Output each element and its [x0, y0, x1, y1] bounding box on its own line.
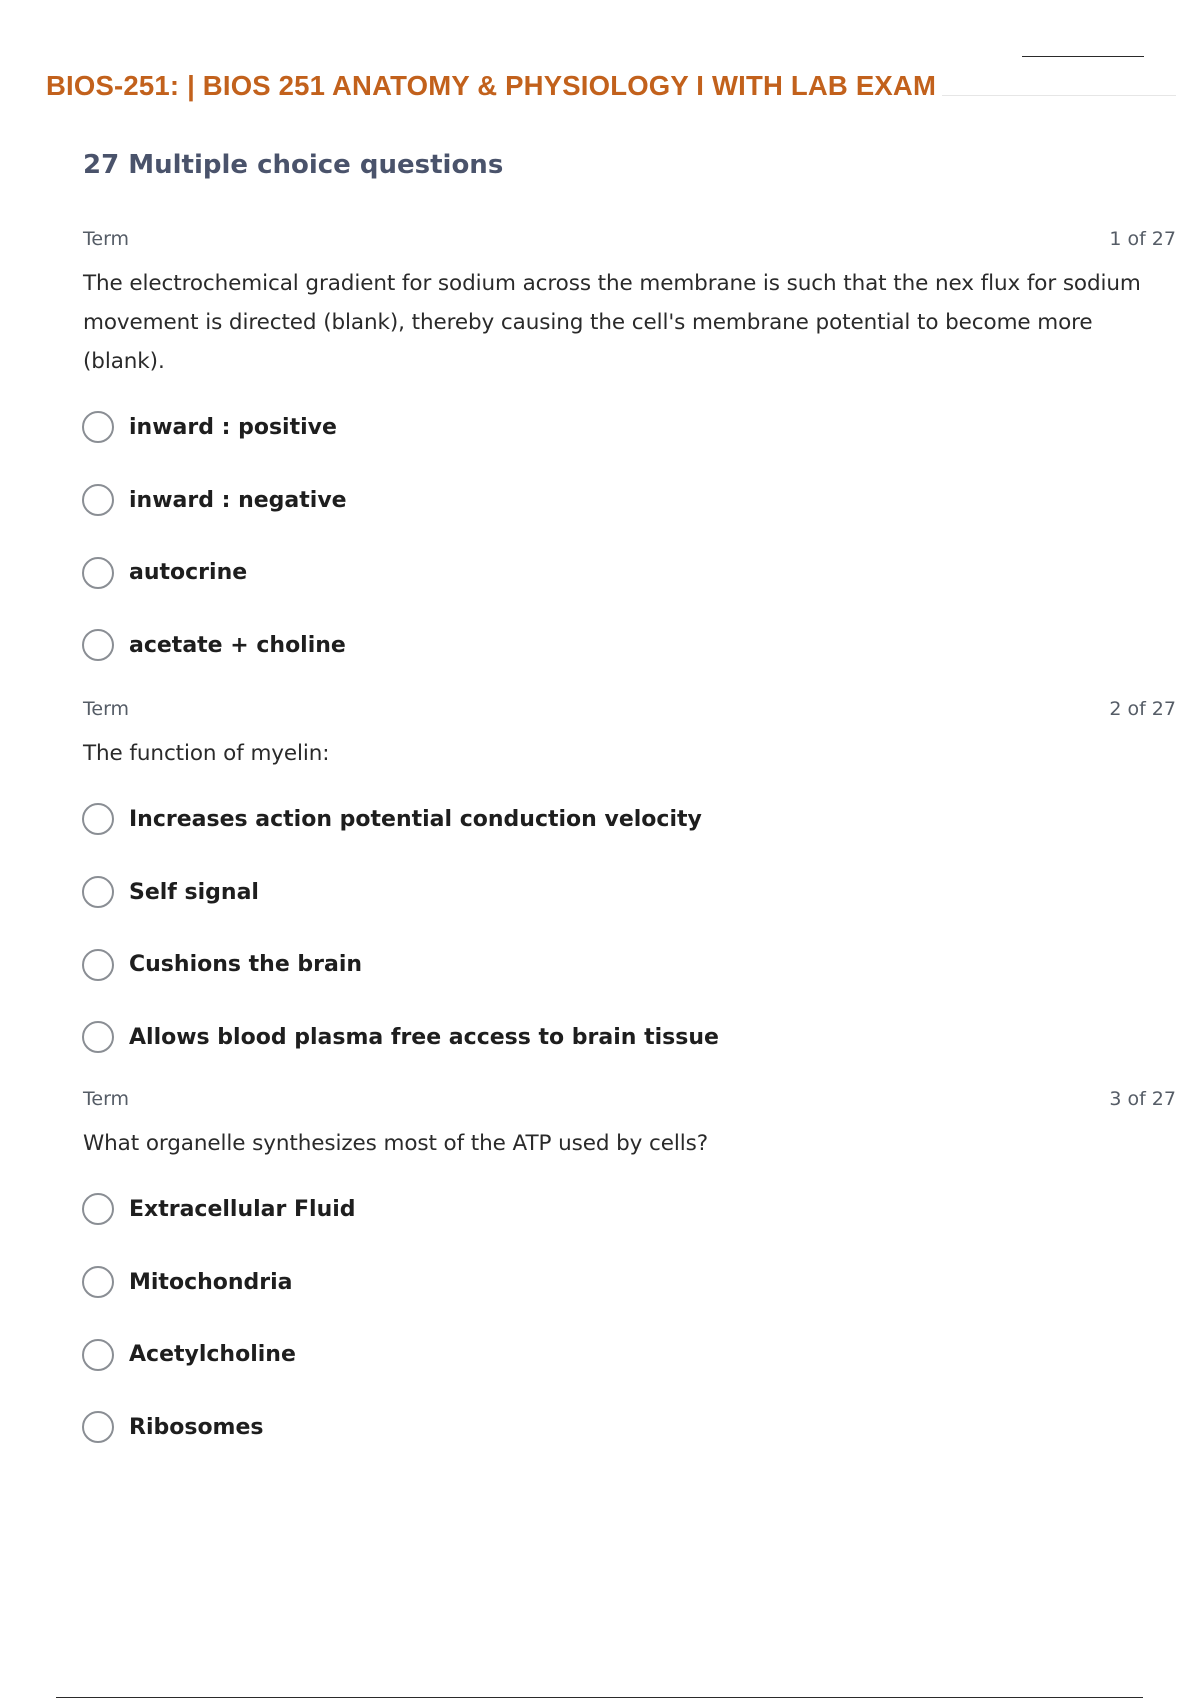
question-text: What organelle synthesizes most of the ATP used by cells?	[83, 1131, 709, 1156]
radio-button[interactable]	[82, 1266, 114, 1298]
radio-button[interactable]	[82, 949, 114, 981]
bottom-rule	[56, 1697, 1143, 1698]
option-label[interactable]: Allows blood plasma free access to brain tissue	[129, 1024, 719, 1050]
question-text: The function of myelin:	[83, 741, 330, 766]
title-underline	[942, 95, 1176, 96]
option-label[interactable]: Mitochondria	[129, 1269, 293, 1295]
top-rule	[1022, 56, 1144, 57]
radio-button[interactable]	[82, 557, 114, 589]
radio-button[interactable]	[82, 1193, 114, 1225]
question-2	[83, 698, 1176, 1074]
radio-button[interactable]	[82, 803, 114, 835]
option-label[interactable]: inward : negative	[129, 487, 347, 513]
answer-option[interactable]	[82, 928, 1176, 1001]
radio-button[interactable]	[82, 876, 114, 908]
answer-option[interactable]	[82, 1001, 1176, 1074]
radio-button[interactable]	[82, 484, 114, 516]
section-heading: 27 Multiple choice questions	[83, 150, 504, 180]
document-header	[46, 68, 1176, 104]
option-label[interactable]: inward : positive	[129, 414, 337, 440]
question-counter: 1 of 27	[1109, 228, 1176, 250]
option-label[interactable]: Extracellular Fluid	[129, 1196, 356, 1222]
term-label: Term	[83, 1088, 130, 1110]
option-label[interactable]: Cushions the brain	[129, 952, 363, 978]
answer-options	[83, 1173, 1176, 1464]
answer-option[interactable]	[82, 536, 1176, 609]
answer-option[interactable]	[82, 391, 1176, 464]
term-label: Term	[83, 698, 130, 720]
option-label[interactable]: autocrine	[129, 560, 248, 586]
answer-option[interactable]	[82, 464, 1176, 537]
answer-options	[83, 783, 1176, 1074]
answer-option[interactable]	[82, 783, 1176, 856]
answer-option[interactable]	[82, 1246, 1176, 1319]
radio-button[interactable]	[82, 1021, 114, 1053]
question-counter: 3 of 27	[1109, 1088, 1176, 1110]
answer-options	[83, 391, 1176, 682]
radio-button[interactable]	[82, 411, 114, 443]
question-header	[83, 228, 1176, 256]
question-text: The electrochemical gradient for sodium across the membrane is such that the nex flux for sodium movement is directed (blank), thereby causing the cell's membrane potential to become more (blank).	[83, 271, 1141, 374]
option-label[interactable]: Ribosomes	[129, 1414, 264, 1440]
answer-option[interactable]	[82, 1391, 1176, 1464]
question-counter: 2 of 27	[1109, 698, 1176, 720]
option-label[interactable]: acetate + choline	[129, 632, 346, 658]
question-1	[83, 228, 1176, 682]
answer-option[interactable]	[82, 609, 1176, 682]
question-header	[83, 698, 1176, 726]
question-header	[83, 1088, 1176, 1116]
option-label[interactable]: Increases action potential conduction velocity	[129, 806, 702, 832]
option-label[interactable]: Acetylcholine	[129, 1342, 296, 1368]
radio-button[interactable]	[82, 1339, 114, 1371]
document-title: BIOS-251: | BIOS 251 ANATOMY & PHYSIOLOGY I WITH LAB EXAM	[46, 70, 937, 101]
answer-option[interactable]	[82, 1318, 1176, 1391]
radio-button[interactable]	[82, 1411, 114, 1443]
answer-option[interactable]	[82, 1173, 1176, 1246]
option-label[interactable]: Self signal	[129, 879, 259, 905]
answer-option[interactable]	[82, 856, 1176, 929]
radio-button[interactable]	[82, 629, 114, 661]
term-label: Term	[83, 228, 130, 250]
question-3	[83, 1088, 1176, 1464]
